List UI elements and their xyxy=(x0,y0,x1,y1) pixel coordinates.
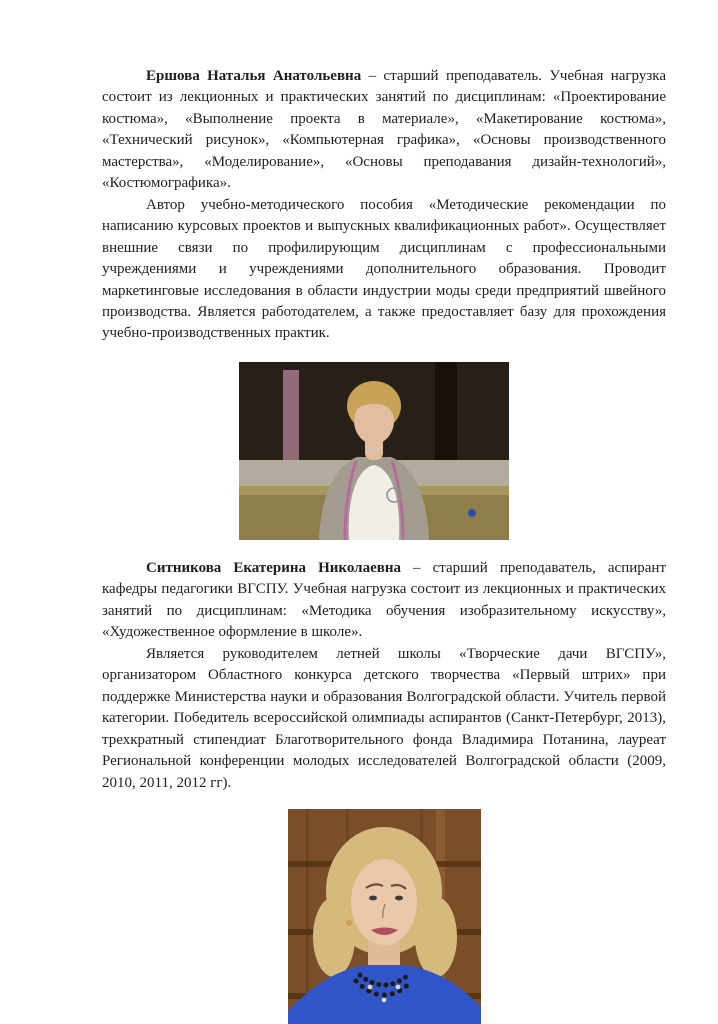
photo2-light-bead-3 xyxy=(382,998,387,1003)
person2-text-block xyxy=(102,558,666,794)
photo2-hair-curls-left xyxy=(313,897,355,977)
person1-intro-text: – старший преподаватель. Учебная нагрузка состоит из лекционных и практических занятий по дисциплинам: «Проектирование костюма», «Выполнение проекта в материале», «Макетирование костюма», «Технический рисунок», «Компьютерная графика», «Основы производственного мастерства», «Моделирование», «Основы преподавания дизайн-технологий», «Костюмографика». xyxy=(102,68,666,192)
person1-name: Ершова Наталья Анатольевна xyxy=(146,68,362,84)
person2-intro-text: – старший преподаватель, аспирант кафедры педагогики ВГСПУ. Учебная нагрузка состоит из лекционных и практических занятий по дисциплинам: «Методика обучения изобразительному искусству», «Художественное оформление в школе». xyxy=(102,560,666,641)
person2-photo xyxy=(288,809,481,1024)
person1-photo xyxy=(239,362,509,540)
person2-name: Ситникова Екатерина Николаевна xyxy=(146,560,401,576)
photo2-light-bead-2 xyxy=(396,985,401,990)
photo1-pink-wall-stripe xyxy=(283,370,299,474)
person1-paragraph-1 xyxy=(102,66,666,195)
photo2-right-eye xyxy=(395,896,403,901)
person2-paragraph-1 xyxy=(102,558,666,644)
person2-photo-illustration xyxy=(288,809,481,1024)
photo2-earring xyxy=(346,920,352,926)
person2-paragraph-2: Является руководителем летней школы «Творческие дачи ВГСПУ», организатором Областного конкурса детского творчества «Первый штрих» при поддержке Министерства науки и образования Волгоградской области. Учитель первой категории. Победитель всероссийской олимпиады аспирантов (Санкт-Петербург, 2013), трехкратный стипендиат Благотворительного фонда Владимира Потанина, лауреат Региональной конференции молодых исследователей Волгоградской области (2009, 2010, 2011, 2012 гг). xyxy=(102,645,666,791)
photo2-light-bead-1 xyxy=(368,985,373,990)
person1-text-block xyxy=(102,66,666,345)
person1-paragraph-2: Автор учебно-методического пособия «Методические рекомендации по написанию курсовых проектов и выпускных квалификационных работ». Осуществляет внешние связи по профилирующим дисциплинам с профессиональными учреждениями и учреждениями дополнительного образования. Проводит маркетинговые исследования в области индустрии моды среди предприятий швейного производства. Является работодателем, а также предоставляет базу для прохождения учебно-производственных практик. xyxy=(102,196,666,342)
photo2-wood-grain-1 xyxy=(306,809,309,1024)
photo1-blue-object xyxy=(468,509,476,517)
person1-photo-illustration xyxy=(239,362,509,540)
photo2-hair-curls-right xyxy=(415,897,457,977)
photo2-left-eye xyxy=(369,896,377,901)
